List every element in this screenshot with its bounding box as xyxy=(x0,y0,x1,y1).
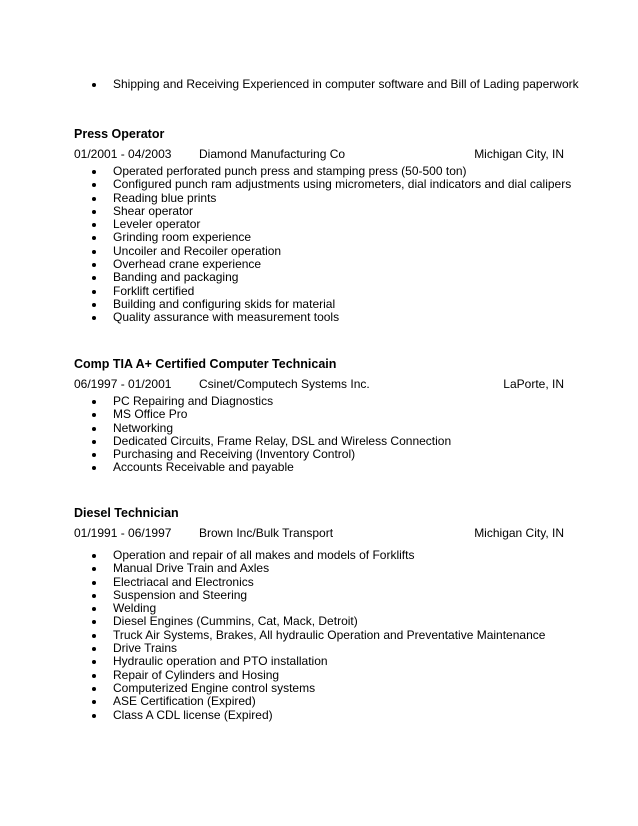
job-dates: 01/2001 - 04/2003 xyxy=(74,147,172,161)
job-location: Michigan City, IN xyxy=(474,526,564,540)
bullet-item: Operation and repair of all makes and models of Forklifts xyxy=(74,549,564,562)
job-bullet-list xyxy=(74,164,572,325)
job-diesel-technician xyxy=(74,506,564,722)
bullet-item: Building and configuring skids for material xyxy=(74,298,564,311)
bullet-item: Drive Trains xyxy=(74,642,564,655)
bullet-item: Hydraulic operation and PTO installation xyxy=(74,655,564,668)
bullet-item: Forklift certified xyxy=(74,285,564,298)
job-meta-row xyxy=(74,526,564,541)
job-company: Csinet/Computech Systems Inc. xyxy=(199,377,370,391)
bullet-item: Banding and packaging xyxy=(74,271,564,284)
job-bullet-list xyxy=(74,395,564,475)
bullet-item: Quality assurance with measurement tools xyxy=(74,311,564,324)
bullet-item: MS Office Pro xyxy=(74,408,564,421)
job-title: Press Operator xyxy=(74,127,165,141)
bullet-item: Electriacal and Electronics xyxy=(74,576,564,589)
job-title: Comp TIA A+ Certified Computer Technicain xyxy=(74,357,337,371)
bullet-item: Grinding room experience xyxy=(74,231,564,244)
bullet-item: Truck Air Systems, Brakes, All hydraulic Operation and Preventative Maintenance xyxy=(74,629,564,642)
bullet-item: Computerized Engine control systems xyxy=(74,682,564,695)
job-dates: 06/1997 - 01/2001 xyxy=(74,377,172,391)
bullet-item: Uncoiler and Recoiler operation xyxy=(74,245,564,258)
job-location: LaPorte, IN xyxy=(503,377,564,391)
bullet-item: Welding xyxy=(74,602,564,615)
job-meta-row xyxy=(74,377,564,392)
job-dates: 01/1991 - 06/1997 xyxy=(74,526,172,540)
bullet-item: Overhead crane experience xyxy=(74,258,564,271)
job-title: Diesel Technician xyxy=(74,506,179,520)
job-location: Michigan City, IN xyxy=(474,147,564,161)
bullet-item: Class A CDL license (Expired) xyxy=(74,709,564,722)
job-computer-technician xyxy=(74,357,564,475)
bullet-item: ASE Certification (Expired) xyxy=(74,695,564,708)
job-company: Brown Inc/Bulk Transport xyxy=(199,526,334,540)
bullet-item: Networking xyxy=(74,422,564,435)
bullet-item: Repair of Cylinders and Hosing xyxy=(74,669,564,682)
bullet-item: Accounts Receivable and payable xyxy=(74,461,564,474)
bullet-item: Reading blue prints xyxy=(74,192,564,205)
bullet-item: Configured punch ram adjustments using micrometers, dial indicators and dial calipers xyxy=(74,178,564,191)
bullet-item: Operated perforated punch press and stamping press (50-500 ton) xyxy=(74,165,564,178)
bullet-item: Leveler operator xyxy=(74,218,564,231)
job-meta-row xyxy=(74,147,564,162)
job-company: Diamond Manufacturing Co xyxy=(199,147,346,161)
job-press-operator xyxy=(74,127,572,325)
bullet-item: Dedicated Circuits, Frame Relay, DSL and Wireless Connection xyxy=(74,435,564,448)
bullet-item: Shipping and Receiving Experienced in computer software and Bill of Lading paperwork xyxy=(74,78,579,91)
bullet-item: Manual Drive Train and Axles xyxy=(74,562,564,575)
job-bullet-list xyxy=(74,549,564,722)
bullet-item: Shear operator xyxy=(74,205,564,218)
bullet-item: PC Repairing and Diagnostics xyxy=(74,395,564,408)
bullet-item: Diesel Engines (Cummins, Cat, Mack, Detroit) xyxy=(74,615,564,628)
bullet-item: Purchasing and Receiving (Inventory Control) xyxy=(74,448,564,461)
intro-bullet-list xyxy=(74,78,579,91)
bullet-item: Suspension and Steering xyxy=(74,589,564,602)
